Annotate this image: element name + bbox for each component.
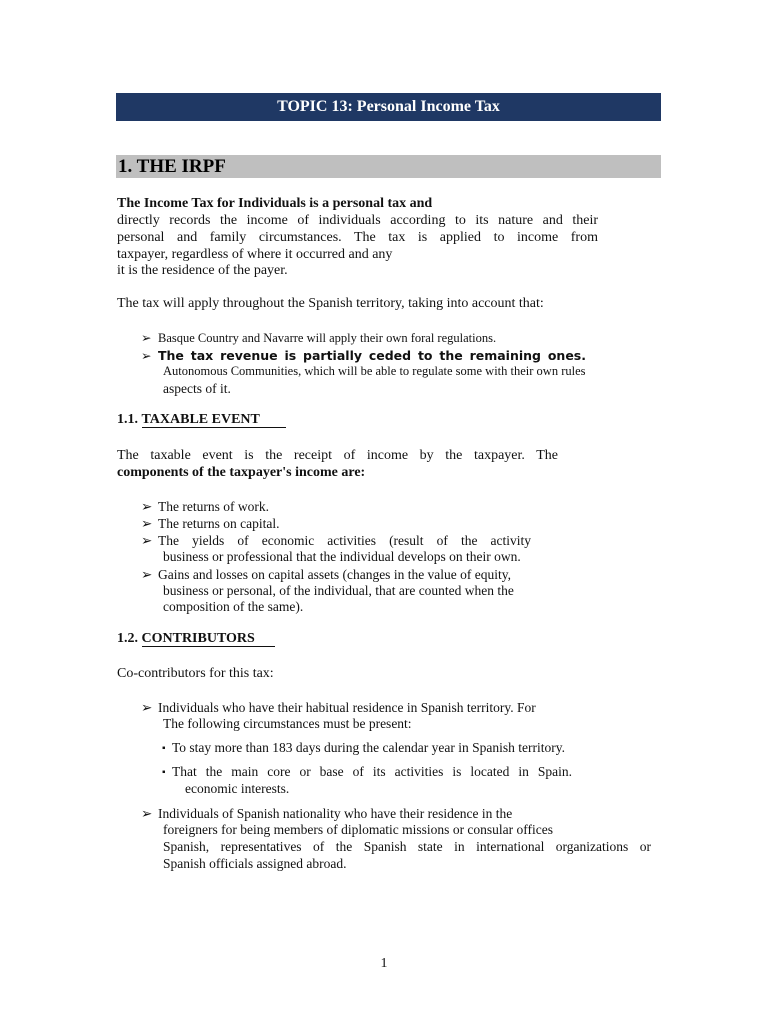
income-item-4-cont-2: composition of the same).: [163, 599, 304, 614]
contributor-item-1-cont: The following circumstances must be present:: [163, 716, 412, 731]
contributors-heading: [117, 631, 275, 647]
contributor-sub-2-text: That the main core or base of its activities is located in Spain.: [172, 764, 572, 779]
contributor-item-2-cont-3: Spanish officials assigned abroad.: [163, 856, 347, 871]
taxable-event-number: 1.1.: [117, 412, 138, 427]
territory-item-2-cont-2: aspects of it.: [163, 381, 231, 396]
section-title: 1. THE IRPF: [116, 155, 661, 178]
contributor-item-1-text: Individuals who have their habitual residence in Spanish territory. For: [158, 700, 536, 715]
income-item-2-text: The returns on capital.: [158, 516, 280, 531]
contributors-title: CONTRIBUTORS: [142, 631, 275, 647]
intro-lead: The Income Tax for Individuals is a personal tax and: [117, 196, 433, 211]
contributor-sub-2-cont: economic interests.: [185, 781, 290, 796]
income-item-2: [141, 515, 279, 532]
intro-line-1: directly records the income of individuals according to its nature and their: [117, 213, 598, 228]
arrow-bullet-icon: ➢: [141, 567, 153, 582]
income-item-3-cont: business or professional that the individual develops on their own.: [163, 549, 521, 564]
contributor-item-2-text: Individuals of Spanish nationality who have their residence in the: [158, 806, 513, 821]
arrow-bullet-icon: ➢: [141, 348, 152, 363]
topic-title: TOPIC 13: Personal Income Tax: [116, 93, 661, 121]
intro-line-3: taxpayer, regardless of where it occurred and any: [117, 247, 393, 262]
income-item-1-text: The returns of work.: [158, 499, 269, 514]
square-bullet-icon: ▪: [162, 743, 166, 754]
arrow-bullet-icon: ➢: [141, 533, 153, 548]
taxable-event-line-2: components of the taxpayer's income are:: [117, 465, 366, 480]
contributor-item-2-cont-2: Spanish, representatives of the Spanish state in international organizations or: [163, 839, 651, 854]
intro-line-4: it is the residence of the payer.: [117, 263, 288, 278]
territory-item-2-cont-1: Autonomous Communities, which will be able to regulate some with their own rules: [163, 364, 586, 378]
income-item-3: [141, 532, 531, 549]
page-number: 1: [380, 956, 388, 971]
arrow-bullet-icon: ➢: [141, 331, 152, 345]
taxable-event-line-1: The taxable event is the receipt of income by the taxpayer. The: [117, 448, 558, 463]
square-bullet-icon: ▪: [162, 767, 166, 778]
arrow-bullet-icon: ➢: [141, 516, 153, 531]
taxable-event-heading: [117, 412, 286, 428]
territory-item-1: [141, 330, 496, 347]
income-item-1: [141, 498, 269, 515]
territory-item-1-text: Basque Country and Navarre will apply their own foral regulations.: [158, 331, 497, 345]
income-item-4: [141, 566, 511, 583]
territory-item-2-text: The tax revenue is partially ceded to the remaining ones.: [158, 348, 586, 363]
taxable-event-title: TAXABLE EVENT: [142, 412, 286, 428]
contributor-sub-2: [162, 763, 572, 781]
income-item-4-text: Gains and losses on capital assets (changes in the value of equity,: [158, 567, 512, 582]
arrow-bullet-icon: ➢: [141, 499, 153, 514]
intro-line-2: personal and family circumstances. The tax is applied to income from: [117, 230, 598, 245]
territory-item-2: [141, 347, 589, 364]
arrow-bullet-icon: ➢: [141, 700, 153, 715]
contributors-intro: Co-contributors for this tax:: [117, 666, 274, 681]
contributor-item-2-cont-1: foreigners for being members of diplomatic missions or consular offices: [163, 822, 554, 837]
contributor-sub-1-text: To stay more than 183 days during the calendar year in Spanish territory.: [172, 740, 565, 755]
contributor-item-2: [141, 805, 512, 822]
income-item-4-cont-1: business or personal, of the individual, that are counted when the: [163, 583, 514, 598]
contributor-sub-1: [162, 739, 565, 757]
contributor-item-1: [141, 699, 536, 716]
arrow-bullet-icon: ➢: [141, 806, 153, 821]
territory-text: The tax will apply throughout the Spanish territory, taking into account that:: [117, 296, 544, 311]
contributors-number: 1.2.: [117, 631, 138, 646]
income-item-3-text: The yields of economic activities (result of the activity: [158, 533, 531, 548]
